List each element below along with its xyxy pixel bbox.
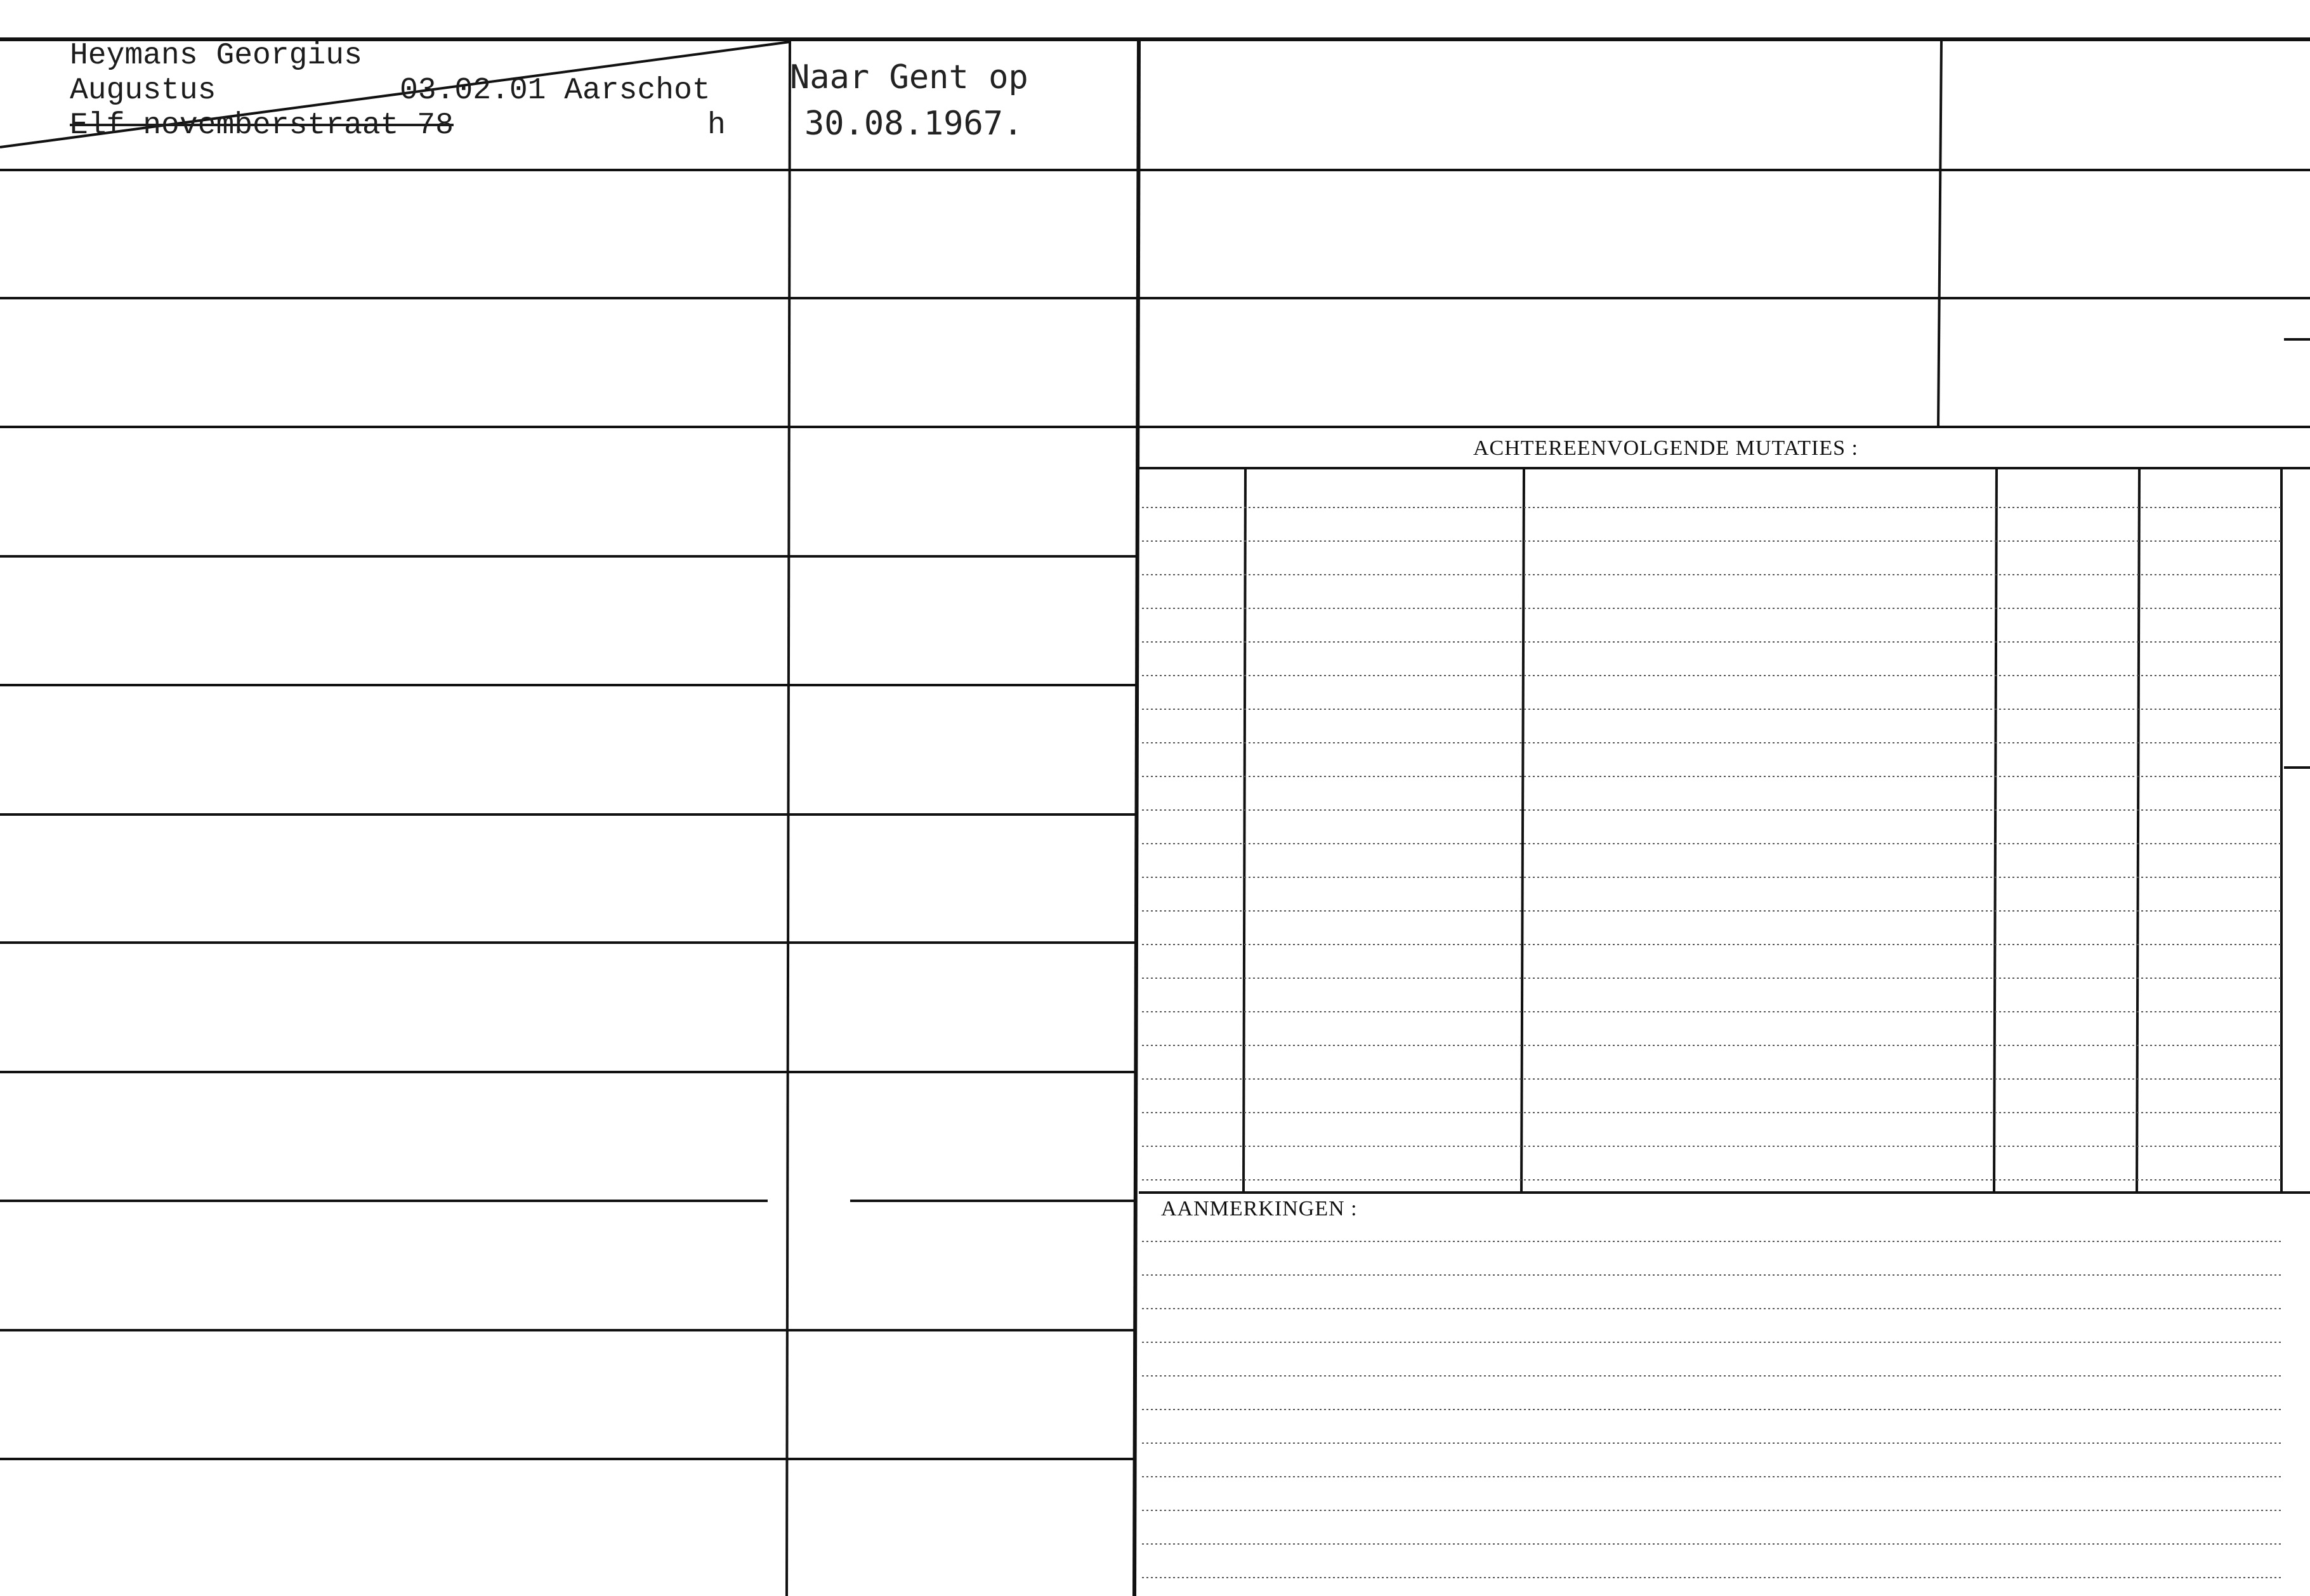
mutations-header: ACHTEREENVOLGENDE MUTATIES : [1473,436,1858,460]
birth-date-place: 03.02.01 Aarschot [400,74,711,108]
sex-mark: h [707,108,726,143]
destination-line1: Naar Gent op [790,58,1028,96]
remarks-header: AANMERKINGEN : [1161,1197,1358,1220]
destination-line2: 30.08.1967. [804,105,1023,143]
address-line: Elf novemberstraat 78 [70,108,454,143]
person-name-line2: Augustus [70,74,216,108]
person-name-line1: Heymans Georgius [70,39,362,73]
